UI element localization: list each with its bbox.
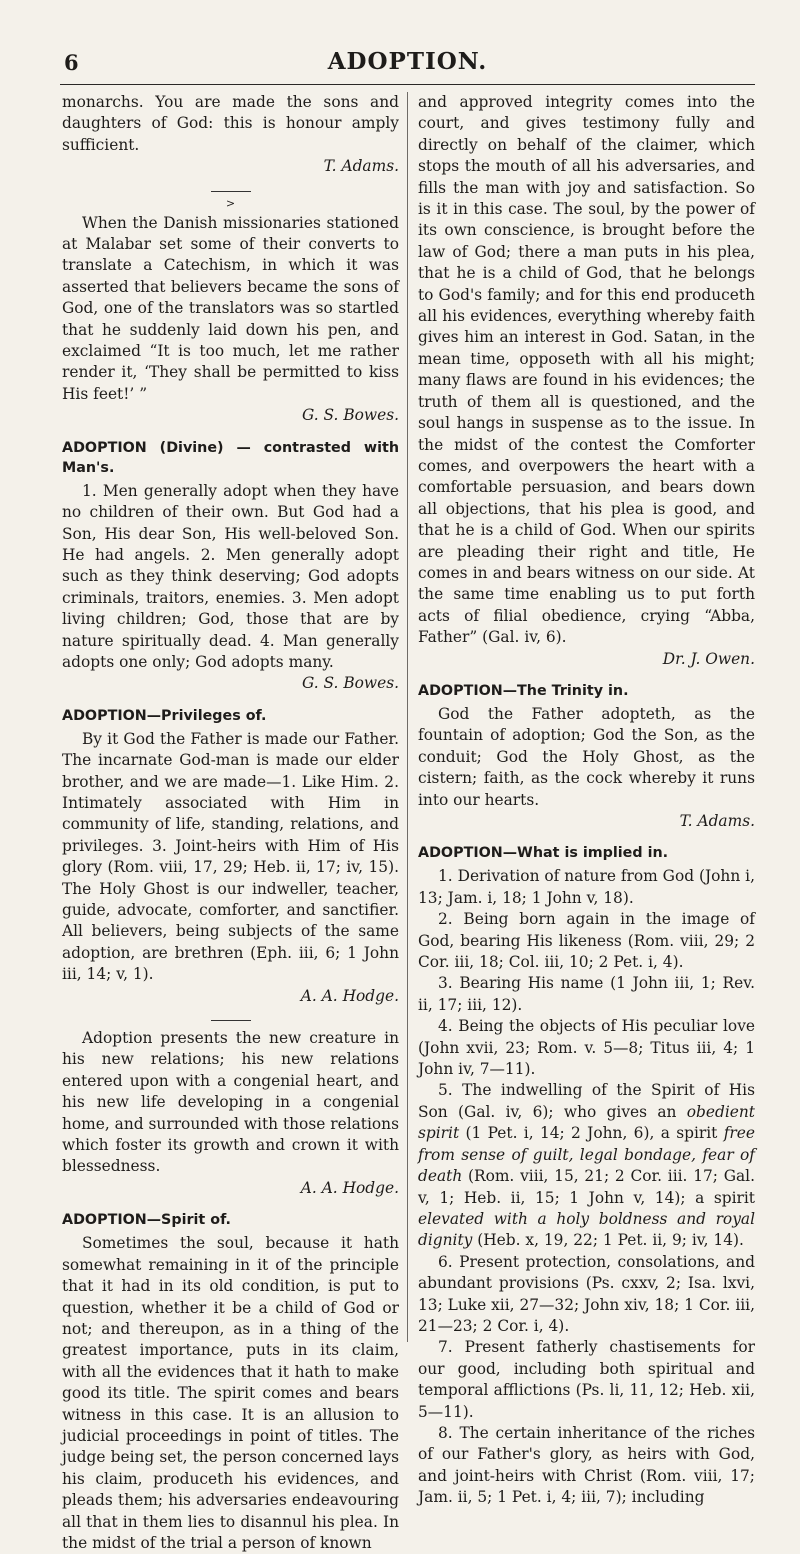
implied-item-3: 3. Bearing His name (1 John iii, 1; Rev. ii, 17; iii, 12). xyxy=(418,974,755,1014)
implied-item-5: 5. The indwelling of the Spirit of His Son (Gal. iv, 6); who gives an obedient spirit (1 Pet. i, 14; 2 John, 6), a spirit free from sense of guilt, legal bondage, fear of death (Rom. viii, 15, 21; 2 Cor. iii. 17; Gal. v, 1; Heb. ii, 15; 1 John v, 14); a spirit elevated with a holy boldness and royal dignity (Heb. x, 19, 22; 1 Pet. ii, 9; iv, 14). xyxy=(418,1081,755,1250)
privileges-paragraph: By it God the Father is made our Father. The incarnate God-man is made our elder brother, and we are made—1. Like Him. 2. Intimately associated with Him in community of life, standing, relations, and privileges. 3. Joint-heirs with Him of His glory (Rom. viii, 17, 29; Heb. ii, 17; iv, 15). The Holy Ghost is our indweller, teacher, guide, advocate, comforter, and sanctifier. All believers, being subjects of the same adoption, are brethren (Eph. iii, 6; 1 John iii, 14; v, 1). xyxy=(62,729,399,984)
spirit-attribution: Dr. J. Owen. xyxy=(662,649,755,668)
page-number: 6 xyxy=(64,50,79,75)
spirit-paragraph: Sometimes the soul, because it hath somewhat remaining in it of the principle that it had in its old condition, is put to question, whether it be a child of God or not; and thereupon, as in a thing of the greatest importance, puts in its claim, with all the evidences that it hath to make good its title. The spirit comes and bears witness in this case. It is an allusion to judicial proceedings in point of titles. The judge being set, the person concerned lays his claim, produceth his evidences, and pleads them; his adversaries endeavouring all that in them lies to disannul his plea. In the midst of the trial a person of known xyxy=(62,1234,399,1552)
privileges-attribution: A. A. Hodge. xyxy=(300,986,399,1005)
rule-mark: > xyxy=(225,196,236,210)
heading-privileges: ADOPTION—Privileges of. xyxy=(62,707,267,724)
implied-item-2: 2. Being born again in the image of God, bearing His likeness (Rom. viii, 29; 2 Cor. iii, 18; Col. iii, 10; 2 Pet. i, 4). xyxy=(418,910,755,972)
contrast-attribution: G. S. Bowes. xyxy=(302,674,399,693)
heading-what-implied: ADOPTION—What is implied in. xyxy=(418,845,669,862)
section-rule xyxy=(211,191,251,192)
right-column xyxy=(418,92,755,1509)
heading-divine-contrasted: ADOPTION (Divine) — contrasted with Man's. xyxy=(62,439,399,476)
implied-item-1: 1. Derivation of nature from God (John i, 13; Jam. i, 18; 1 John v, 18). xyxy=(418,867,755,907)
column-divider xyxy=(407,92,408,1342)
intro-attribution: T. Adams. xyxy=(323,157,399,176)
intro-paragraph: monarchs. You are made the sons and daughters of God: this is honour amply sufficient. xyxy=(62,93,399,154)
new-creature-paragraph: Adoption presents the new creature in his new relations; his new relations entered upon with a congenial heart, and his new life developing in a congenial home, and surrounded with those relations which foster its growth and crown it with blessedness. xyxy=(62,1029,399,1176)
danish-paragraph: When the Danish missionaries stationed at Malabar set some of their converts to translate a Catechism, in which it was asserted that believers became the sons of God, one of the translators was so startled that he suddenly laid down his pen, and exclaimed “It is too much, let me rather render it, ‘They shall be permitted to kiss His feet!’ ” xyxy=(62,213,399,403)
contrast-paragraph: 1. Men generally adopt when they have no children of their own. But God had a Son, His dear Son, His well-beloved Son. He had angels. 2. Men generally adopt such as they think deserving; God adopts criminals, traitors, enemies. 3. Men adopt living children; God, those that are by nature spiritually dead. 4. Man generally adopts one only; God adopts many. xyxy=(62,481,399,671)
page-header xyxy=(60,44,755,85)
danish-attribution: G. S. Bowes. xyxy=(302,406,399,425)
new-creature-attribution: A. A. Hodge. xyxy=(300,1178,399,1197)
left-column xyxy=(62,92,399,1554)
trinity-paragraph: God the Father adopteth, as the fountain of adoption; God the Son, as the conduit; God the Holy Ghost, as the cistern; faith, as the cock whereby it runs into our hearts. xyxy=(418,704,755,809)
section-rule-2 xyxy=(211,1020,251,1021)
trinity-attribution: T. Adams. xyxy=(679,812,755,830)
heading-trinity: ADOPTION—The Trinity in. xyxy=(418,682,629,699)
implied-item-7: 7. Present fatherly chastisements for our good, including both spiritual and temporal afflictions (Ps. li, 11, 12; Heb. xii, 5—11). xyxy=(418,1338,755,1421)
implied-item-6: 6. Present protection, consolations, and abundant provisions (Ps. cxxv, 2; Isa. lxvi, 13; Luke xii, 27—32; John xiv, 18; 1 Cor. iii, 21—23; 2 Cor. i, 4). xyxy=(418,1252,755,1335)
implied-item-8: 8. The certain inheritance of the riches of our Father's glory, as heirs with God, and joint-heirs with Christ (Rom. viii, 17; Jam. ii, 5; 1 Pet. i, 4; iii, 7); including xyxy=(418,1423,755,1507)
running-head: ADOPTION. xyxy=(327,48,488,75)
spirit-paragraph-continued: and approved integrity comes into the court, and gives testimony fully and directly on behalf of the claimer, which stops the mouth of all his adversaries, and fills the man with joy and satisfaction. So is it in this case. The soul, by the power of its own conscience, is brought before the law of God; there a man puts in his plea, that he is a child of God, that he belongs to God's family; and for this end produceth all his evidences, everything whereby faith gives him an interest in God. Satan, in the mean time, opposeth with all his might; many flaws are found in his evidences; the truth of them all is questioned, and the soul hangs in suspense as to the issue. In the midst of the contest the Comforter comes, and overpowers the heart with a comfortable persuasion, and bears down all objections, that his plea is good, and that he is a child of God. When our spirits are pleading their right and title, He comes in and bears witness on our side. At the same time enabling us to put forth acts of filial obedience, crying “Abba, Father” (Gal. iv, 6). xyxy=(418,93,755,647)
implied-item-4: 4. Being the objects of His peculiar love (John xvii, 23; Rom. v. 5—8; Titus iii, 4; 1 John iv, 7—11). xyxy=(418,1017,755,1079)
heading-spirit-of: ADOPTION—Spirit of. xyxy=(62,1212,231,1229)
